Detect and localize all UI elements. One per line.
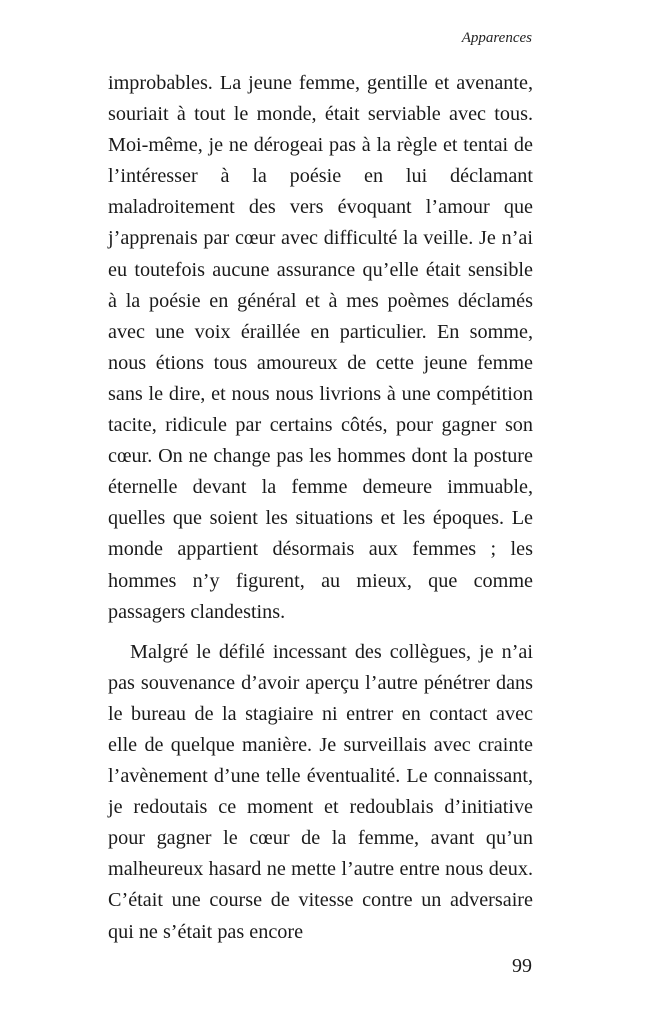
paragraph: Malgré le défilé incessant des collègues, je n’ai pas souvenance d’avoir aperçu l’autre pénétrer dans le bureau de la stagiaire ni entrer en contact avec elle de quelque manière. Je surveillais avec crainte l’avènement d’une telle éventualité. Le connaissant, je redoutais ce moment et redoublais d’initiative pour gagner le cœur de la femme, avant qu’un malheureux hasard ne mette l’autre entre nous deux. C’était une course de vitesse contre un adversaire qui ne s’était pas encore <box>108 640 533 943</box>
running-header: Apparences <box>461 30 532 46</box>
body-text <box>108 68 533 948</box>
page-number: 99 <box>512 955 532 977</box>
paragraph: improbables. La jeune femme, gentille et avenante, souriait à tout le monde, était serviable avec tous. Moi-même, je ne dérogeai pas à la règle et tentai de l’intéresser à la poésie en lui déclamant maladroitement des vers évoquant l’amour que j’apprenais par cœur avec difficulté la veille. Je n’ai eu toutefois aucune assurance qu’elle était sensible à la poésie en général et à mes poèmes déclamés avec une voix éraillée en particulier. En somme, nous étions tous amoureux de cette jeune femme sans le dire, et nous nous livrions à une compétition tacite, ridicule par certains côtés, pour gagner son cœur. On ne change pas les hommes dont la posture éternelle devant la femme demeure immuable, quelles que soient les situations et les époques. Le monde appartient désormais aux femmes ; les hommes n’y figurent, au mieux, que comme passagers clandestins. <box>108 72 533 623</box>
